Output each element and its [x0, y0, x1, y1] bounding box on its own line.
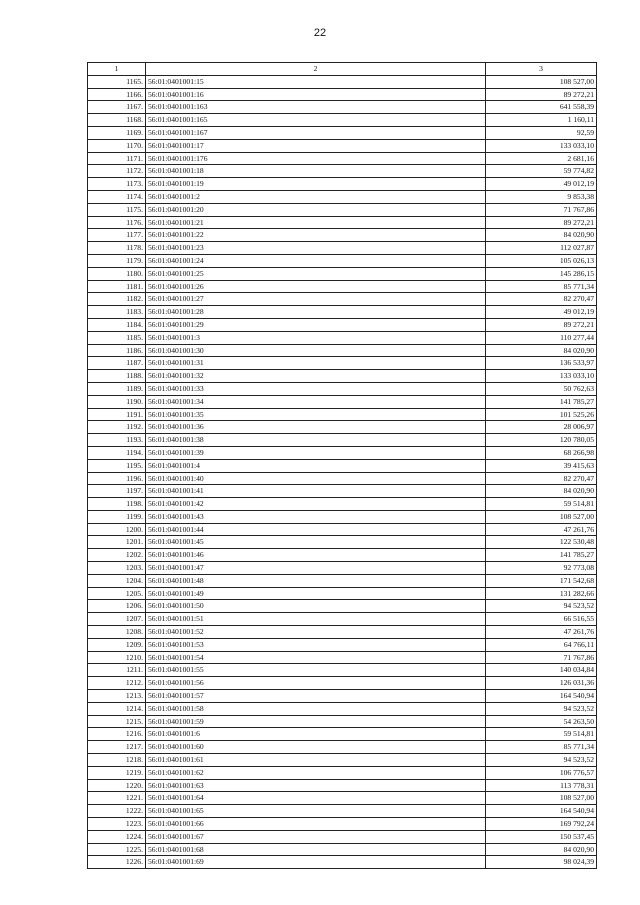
table-row	[88, 357, 597, 370]
table-row	[88, 536, 597, 549]
cadastral-number: 56:01:0401001:34	[146, 395, 486, 408]
cadastral-value: 94 523,52	[486, 702, 597, 715]
row-number: 1225.	[88, 843, 146, 856]
row-number: 1223.	[88, 818, 146, 831]
row-number: 1190.	[88, 395, 146, 408]
cadastral-number: 56:01:0401001:41	[146, 485, 486, 498]
table-row	[88, 152, 597, 165]
row-number: 1226.	[88, 856, 146, 869]
cadastral-value: 140 034,84	[486, 664, 597, 677]
row-number: 1195.	[88, 459, 146, 472]
table-row	[88, 587, 597, 600]
table-row	[88, 126, 597, 139]
cadastral-number: 56:01:0401001:53	[146, 638, 486, 651]
cadastral-number: 56:01:0401001:49	[146, 587, 486, 600]
cadastral-value: 145 286,15	[486, 267, 597, 280]
cadastral-number: 56:01:0401001:18	[146, 165, 486, 178]
cadastral-value: 136 533,97	[486, 357, 597, 370]
row-number: 1186.	[88, 344, 146, 357]
row-number: 1210.	[88, 651, 146, 664]
row-number: 1216.	[88, 728, 146, 741]
cadastral-number: 56:01:0401001:17	[146, 139, 486, 152]
page-number: 22	[313, 27, 327, 39]
table-row	[88, 421, 597, 434]
table-row	[88, 165, 597, 178]
table-row	[88, 728, 597, 741]
cadastral-number: 56:01:0401001:46	[146, 549, 486, 562]
row-number: 1199.	[88, 510, 146, 523]
cadastral-value: 89 272,21	[486, 88, 597, 101]
cadastral-value: 66 516,55	[486, 613, 597, 626]
cadastral-value: 49 012,19	[486, 306, 597, 319]
table-row	[88, 203, 597, 216]
cadastral-number: 56:01:0401001:29	[146, 318, 486, 331]
cadastral-value-table	[87, 62, 597, 869]
table-row	[88, 190, 597, 203]
cadastral-number: 56:01:0401001:40	[146, 472, 486, 485]
row-number: 1172.	[88, 165, 146, 178]
cadastral-number: 56:01:0401001:16	[146, 88, 486, 101]
cadastral-value: 49 012,19	[486, 178, 597, 191]
table-row	[88, 395, 597, 408]
table-row	[88, 382, 597, 395]
table-row	[88, 754, 597, 767]
cadastral-value: 133 033,10	[486, 370, 597, 383]
cadastral-number: 56:01:0401001:42	[146, 498, 486, 511]
cadastral-value: 68 266,98	[486, 446, 597, 459]
cadastral-number: 56:01:0401001:165	[146, 114, 486, 127]
row-number: 1173.	[88, 178, 146, 191]
table-row	[88, 88, 597, 101]
row-number: 1169.	[88, 126, 146, 139]
row-number: 1206.	[88, 600, 146, 613]
row-number: 1200.	[88, 523, 146, 536]
table-row	[88, 626, 597, 639]
row-number: 1175.	[88, 203, 146, 216]
table-row	[88, 306, 597, 319]
cadastral-value: 89 272,21	[486, 216, 597, 229]
cadastral-number: 56:01:0401001:28	[146, 306, 486, 319]
cadastral-number: 56:01:0401001:55	[146, 664, 486, 677]
table-row	[88, 549, 597, 562]
cadastral-number: 56:01:0401001:50	[146, 600, 486, 613]
cadastral-number: 56:01:0401001:21	[146, 216, 486, 229]
row-number: 1207.	[88, 613, 146, 626]
cadastral-number: 56:01:0401001:38	[146, 434, 486, 447]
table-row	[88, 792, 597, 805]
cadastral-value: 85 771,34	[486, 741, 597, 754]
cadastral-number: 56:01:0401001:24	[146, 254, 486, 267]
cadastral-number: 56:01:0401001:65	[146, 805, 486, 818]
row-number: 1165.	[88, 75, 146, 88]
table-row	[88, 344, 597, 357]
cadastral-value: 92,59	[486, 126, 597, 139]
row-number: 1221.	[88, 792, 146, 805]
cadastral-number: 56:01:0401001:62	[146, 766, 486, 779]
cadastral-value: 9 853,38	[486, 190, 597, 203]
table-row	[88, 677, 597, 690]
table-row	[88, 446, 597, 459]
cadastral-number: 56:01:0401001:52	[146, 626, 486, 639]
table-row	[88, 498, 597, 511]
row-number: 1174.	[88, 190, 146, 203]
row-number: 1204.	[88, 574, 146, 587]
row-number: 1208.	[88, 626, 146, 639]
cadastral-number: 56:01:0401001:58	[146, 702, 486, 715]
table-row	[88, 600, 597, 613]
cadastral-value: 101 525,26	[486, 408, 597, 421]
cadastral-number: 56:01:0401001:47	[146, 562, 486, 575]
table-row	[88, 485, 597, 498]
cadastral-number: 56:01:0401001:167	[146, 126, 486, 139]
cadastral-value: 94 523,52	[486, 600, 597, 613]
cadastral-value: 2 681,16	[486, 152, 597, 165]
cadastral-value: 113 778,31	[486, 779, 597, 792]
table-row	[88, 178, 597, 191]
row-number: 1205.	[88, 587, 146, 600]
cadastral-value: 89 272,21	[486, 318, 597, 331]
cadastral-number: 56:01:0401001:60	[146, 741, 486, 754]
cadastral-value: 164 540,94	[486, 690, 597, 703]
cadastral-value: 171 542,68	[486, 574, 597, 587]
table-body	[88, 63, 597, 869]
cadastral-value: 59 514,81	[486, 498, 597, 511]
cadastral-number: 56:01:0401001:20	[146, 203, 486, 216]
cadastral-number: 56:01:0401001:68	[146, 843, 486, 856]
cadastral-number: 56:01:0401001:30	[146, 344, 486, 357]
row-number: 1215.	[88, 715, 146, 728]
row-number: 1170.	[88, 139, 146, 152]
row-number: 1193.	[88, 434, 146, 447]
cadastral-value: 141 785,27	[486, 549, 597, 562]
cadastral-number: 56:01:0401001:4	[146, 459, 486, 472]
cadastral-value: 164 540,94	[486, 805, 597, 818]
cadastral-value: 64 766,11	[486, 638, 597, 651]
cadastral-value: 105 026,13	[486, 254, 597, 267]
table-row	[88, 818, 597, 831]
row-number: 1214.	[88, 702, 146, 715]
table-row	[88, 613, 597, 626]
table-row	[88, 562, 597, 575]
table-row	[88, 267, 597, 280]
cadastral-number: 56:01:0401001:26	[146, 280, 486, 293]
cadastral-value: 133 033,10	[486, 139, 597, 152]
row-number: 1181.	[88, 280, 146, 293]
cadastral-number: 56:01:0401001:64	[146, 792, 486, 805]
row-number: 1184.	[88, 318, 146, 331]
row-number: 1194.	[88, 446, 146, 459]
row-number: 1177.	[88, 229, 146, 242]
cadastral-value: 110 277,44	[486, 331, 597, 344]
row-number: 1202.	[88, 549, 146, 562]
cadastral-number: 56:01:0401001:35	[146, 408, 486, 421]
row-number: 1178.	[88, 242, 146, 255]
row-number: 1189.	[88, 382, 146, 395]
cadastral-number: 56:01:0401001:59	[146, 715, 486, 728]
row-number: 1185.	[88, 331, 146, 344]
cadastral-number: 56:01:0401001:2	[146, 190, 486, 203]
table-row	[88, 843, 597, 856]
cadastral-value: 84 020,90	[486, 229, 597, 242]
cadastral-number: 56:01:0401001:176	[146, 152, 486, 165]
table-row	[88, 702, 597, 715]
row-number: 1219.	[88, 766, 146, 779]
cadastral-value: 108 527,00	[486, 510, 597, 523]
cadastral-number: 56:01:0401001:25	[146, 267, 486, 280]
cadastral-value: 39 415,63	[486, 459, 597, 472]
cadastral-number: 56:01:0401001:43	[146, 510, 486, 523]
row-number: 1197.	[88, 485, 146, 498]
row-number: 1192.	[88, 421, 146, 434]
table-row	[88, 690, 597, 703]
cadastral-number: 56:01:0401001:23	[146, 242, 486, 255]
table-row	[88, 242, 597, 255]
cadastral-number: 56:01:0401001:19	[146, 178, 486, 191]
cadastral-value: 82 270,47	[486, 293, 597, 306]
cadastral-number: 56:01:0401001:67	[146, 830, 486, 843]
cadastral-number: 56:01:0401001:51	[146, 613, 486, 626]
table-row	[88, 293, 597, 306]
cadastral-number: 56:01:0401001:3	[146, 331, 486, 344]
row-number: 1203.	[88, 562, 146, 575]
table-row	[88, 229, 597, 242]
cadastral-value: 112 027,87	[486, 242, 597, 255]
cadastral-value: 108 527,00	[486, 75, 597, 88]
cadastral-value: 84 020,90	[486, 344, 597, 357]
row-number: 1222.	[88, 805, 146, 818]
table-row	[88, 216, 597, 229]
table-row	[88, 472, 597, 485]
table-row	[88, 510, 597, 523]
row-number: 1224.	[88, 830, 146, 843]
table-row	[88, 318, 597, 331]
cadastral-number: 56:01:0401001:33	[146, 382, 486, 395]
row-number: 1217.	[88, 741, 146, 754]
table-row	[88, 715, 597, 728]
cadastral-value: 122 530,48	[486, 536, 597, 549]
cadastral-value: 54 263,50	[486, 715, 597, 728]
cadastral-value: 85 771,34	[486, 280, 597, 293]
column-header-1: 1	[88, 63, 146, 76]
table-row	[88, 459, 597, 472]
cadastral-value: 71 767,86	[486, 651, 597, 664]
cadastral-number: 56:01:0401001:163	[146, 101, 486, 114]
cadastral-value: 106 776,57	[486, 766, 597, 779]
row-number: 1183.	[88, 306, 146, 319]
cadastral-value: 47 261,76	[486, 626, 597, 639]
cadastral-number: 56:01:0401001:15	[146, 75, 486, 88]
cadastral-value: 98 024,39	[486, 856, 597, 869]
table-row	[88, 574, 597, 587]
cadastral-value: 169 792,24	[486, 818, 597, 831]
cadastral-number: 56:01:0401001:27	[146, 293, 486, 306]
cadastral-value: 71 767,86	[486, 203, 597, 216]
cadastral-value: 94 523,52	[486, 754, 597, 767]
cadastral-value: 47 261,76	[486, 523, 597, 536]
row-number: 1176.	[88, 216, 146, 229]
table-row	[88, 331, 597, 344]
table-row	[88, 370, 597, 383]
cadastral-number: 56:01:0401001:54	[146, 651, 486, 664]
cadastral-value: 131 282,66	[486, 587, 597, 600]
table-row	[88, 254, 597, 267]
cadastral-value: 28 006,97	[486, 421, 597, 434]
cadastral-number: 56:01:0401001:22	[146, 229, 486, 242]
cadastral-number: 56:01:0401001:39	[146, 446, 486, 459]
table-row	[88, 651, 597, 664]
table-row	[88, 523, 597, 536]
table-row	[88, 805, 597, 818]
row-number: 1213.	[88, 690, 146, 703]
row-number: 1182.	[88, 293, 146, 306]
row-number: 1171.	[88, 152, 146, 165]
cadastral-value: 92 773,08	[486, 562, 597, 575]
row-number: 1166.	[88, 88, 146, 101]
table-row	[88, 638, 597, 651]
row-number: 1220.	[88, 779, 146, 792]
row-number: 1187.	[88, 357, 146, 370]
column-header-3: 3	[486, 63, 597, 76]
row-number: 1218.	[88, 754, 146, 767]
cadastral-value: 120 780,05	[486, 434, 597, 447]
table-row	[88, 664, 597, 677]
row-number: 1191.	[88, 408, 146, 421]
table-row	[88, 101, 597, 114]
cadastral-number: 56:01:0401001:6	[146, 728, 486, 741]
table-row	[88, 779, 597, 792]
cadastral-value: 108 527,00	[486, 792, 597, 805]
table-row	[88, 280, 597, 293]
cadastral-value: 82 270,47	[486, 472, 597, 485]
row-number: 1167.	[88, 101, 146, 114]
table-row	[88, 75, 597, 88]
cadastral-number: 56:01:0401001:66	[146, 818, 486, 831]
cadastral-number: 56:01:0401001:57	[146, 690, 486, 703]
row-number: 1188.	[88, 370, 146, 383]
cadastral-value: 84 020,90	[486, 485, 597, 498]
cadastral-value: 641 558,39	[486, 101, 597, 114]
cadastral-value: 150 537,45	[486, 830, 597, 843]
cadastral-value: 141 785,27	[486, 395, 597, 408]
cadastral-number: 56:01:0401001:31	[146, 357, 486, 370]
table-row	[88, 434, 597, 447]
cadastral-value: 1 160,11	[486, 114, 597, 127]
row-number: 1201.	[88, 536, 146, 549]
cadastral-number: 56:01:0401001:63	[146, 779, 486, 792]
cadastral-number: 56:01:0401001:69	[146, 856, 486, 869]
table-row	[88, 830, 597, 843]
cadastral-number: 56:01:0401001:44	[146, 523, 486, 536]
row-number: 1179.	[88, 254, 146, 267]
table-row	[88, 139, 597, 152]
row-number: 1198.	[88, 498, 146, 511]
table-header-row	[88, 63, 597, 76]
row-number: 1196.	[88, 472, 146, 485]
table-row	[88, 741, 597, 754]
cadastral-value: 59 774,82	[486, 165, 597, 178]
cadastral-number: 56:01:0401001:61	[146, 754, 486, 767]
cadastral-value: 59 514,81	[486, 728, 597, 741]
cadastral-number: 56:01:0401001:36	[146, 421, 486, 434]
cadastral-number: 56:01:0401001:48	[146, 574, 486, 587]
cadastral-value: 126 031,36	[486, 677, 597, 690]
row-number: 1180.	[88, 267, 146, 280]
cadastral-number: 56:01:0401001:45	[146, 536, 486, 549]
cadastral-value: 50 762,63	[486, 382, 597, 395]
table-row	[88, 766, 597, 779]
table-row	[88, 856, 597, 869]
row-number: 1168.	[88, 114, 146, 127]
table-row	[88, 408, 597, 421]
row-number: 1209.	[88, 638, 146, 651]
cadastral-value: 84 020,90	[486, 843, 597, 856]
cadastral-number: 56:01:0401001:32	[146, 370, 486, 383]
row-number: 1211.	[88, 664, 146, 677]
cadastral-number: 56:01:0401001:56	[146, 677, 486, 690]
row-number: 1212.	[88, 677, 146, 690]
column-header-2: 2	[146, 63, 486, 76]
table-row	[88, 114, 597, 127]
